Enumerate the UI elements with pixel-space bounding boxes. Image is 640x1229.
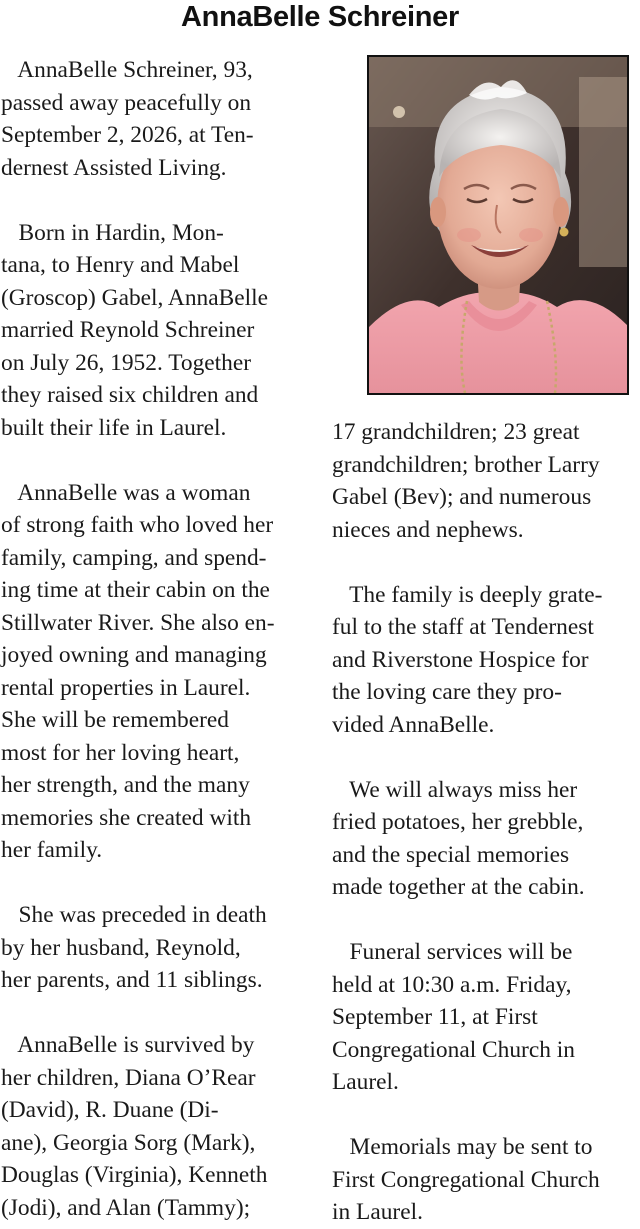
text-line: Douglas (Virginia), Kenneth xyxy=(1,1162,268,1188)
text-line: nieces and nephews. xyxy=(332,516,524,543)
obituary-right-column xyxy=(332,416,640,1229)
paragraph-gap xyxy=(332,1099,640,1132)
text-line: AnnaBelle is survived by xyxy=(1,1032,255,1058)
text-line: (Jodi), and Alan (Tammy); xyxy=(1,1194,251,1221)
text-line: We will always miss her xyxy=(332,776,578,803)
text-line: The family is deeply grate- xyxy=(332,581,603,608)
text-line: ane), Georgia Sorg (Mark), xyxy=(1,1129,256,1156)
text-line: AnnaBelle was a woman xyxy=(1,479,251,506)
paragraph-gap xyxy=(1,184,313,217)
text-line: of strong faith who loved her xyxy=(1,512,274,538)
text-line: Gabel (Bev); and numerous xyxy=(332,484,592,510)
text-line: ful to the staff at Tendernest xyxy=(332,614,594,640)
text-line: her family. xyxy=(1,837,103,863)
text-line: by her husband, Reynold, xyxy=(1,934,241,961)
text-line: her strength, and the many xyxy=(1,772,250,798)
text-line: (David), R. Duane (Di- xyxy=(1,1097,219,1123)
text-line: First Congregational Church xyxy=(332,1166,600,1193)
portrait-photo xyxy=(367,55,629,395)
paragraph-gap xyxy=(332,904,640,937)
paragraph-gap xyxy=(1,867,313,900)
paragraph-gap xyxy=(1,997,313,1030)
text-line: Memorials may be sent to xyxy=(332,1134,593,1160)
text-line: September 11, at First xyxy=(332,1004,538,1030)
text-line: the loving care they pro- xyxy=(332,679,562,705)
text-line: joyed owning and managing xyxy=(1,642,267,668)
text-line: they raised six children and xyxy=(1,382,259,408)
text-line: Funeral services will be xyxy=(332,939,573,965)
text-line: married Reynold Schreiner xyxy=(1,317,255,343)
text-line: She was preceded in death xyxy=(1,902,267,928)
obituary-title: AnnaBelle Schreiner xyxy=(181,1,459,33)
text-line: made together at the cabin. xyxy=(332,874,585,900)
text-line: most for her loving heart, xyxy=(1,739,240,766)
text-line: vided AnnaBelle. xyxy=(332,711,495,738)
text-line: grandchildren; brother Larry xyxy=(332,451,600,478)
obituary-left-column xyxy=(1,54,313,1224)
text-line: Stillwater River. She also en- xyxy=(1,609,275,636)
portrait-illustration xyxy=(369,57,627,393)
text-line: fried potatoes, her grebble, xyxy=(332,809,584,835)
text-line: family, camping, and spend- xyxy=(1,544,267,571)
text-line: in Laurel. xyxy=(332,1199,423,1225)
text-line: Born in Hardin, Mon- xyxy=(1,219,224,246)
text-line: 17 grandchildren; 23 great xyxy=(332,419,580,445)
paragraph-gap xyxy=(332,546,640,579)
text-line: AnnaBelle Schreiner, 93, xyxy=(1,57,253,83)
paragraph-gap xyxy=(332,741,640,774)
text-line: built their life in Laurel. xyxy=(1,414,227,441)
text-line: She will be remembered xyxy=(1,707,229,733)
paragraph-gap xyxy=(1,444,313,477)
text-line: tana, to Henry and Mabel xyxy=(1,252,240,278)
text-line: ing time at their cabin on the xyxy=(1,577,270,603)
text-line: her parents, and 11 siblings. xyxy=(1,967,263,993)
text-line: on July 26, 1952. Together xyxy=(1,349,252,376)
text-line: Congregational Church in xyxy=(332,1036,575,1063)
text-line: held at 10:30 a.m. Friday, xyxy=(332,971,572,998)
text-line: (Groscop) Gabel, AnnaBelle xyxy=(1,284,268,311)
text-line: her children, Diana O’Rear xyxy=(1,1064,256,1091)
text-line: Laurel. xyxy=(332,1069,399,1095)
text-line: and Riverstone Hospice for xyxy=(332,646,589,673)
text-line: rental properties in Laurel. xyxy=(1,674,251,701)
text-line: September 2, 2026, at Ten- xyxy=(1,122,254,148)
text-line: passed away peacefully on xyxy=(1,89,252,116)
text-line: dernest Assisted Living. xyxy=(1,154,227,181)
text-line: memories she created with xyxy=(1,804,252,831)
text-line: and the special memories xyxy=(332,841,570,868)
